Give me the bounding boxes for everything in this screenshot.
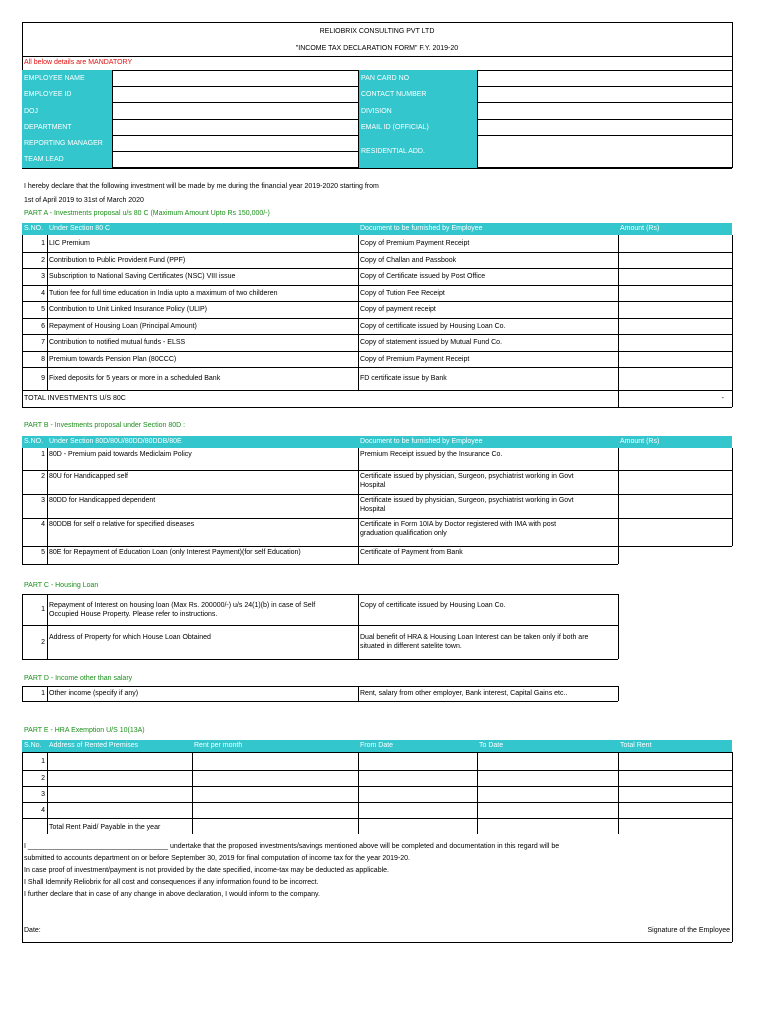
company-name: RELIOBRIX CONSULTING PVT LTD [319, 28, 435, 35]
grid-line [192, 752, 193, 834]
hra-input[interactable] [358, 802, 477, 818]
hra-input[interactable] [47, 752, 192, 770]
investment-item: Contribution to Unit Linked Insurance Policy (ULIP) [49, 306, 207, 313]
employee-field-input[interactable] [112, 87, 358, 103]
document-required: Hospital [360, 482, 386, 489]
investment-item: LIC Premium [49, 240, 90, 247]
investment-item: Repayment of Housing Loan (Principal Amount) [49, 322, 197, 330]
document-required: FD certificate issue by Bank [360, 375, 447, 382]
investment-item: Premium towards Pension Plan (80CCC) [49, 355, 177, 363]
employee-field-input[interactable] [112, 70, 358, 87]
amount-input[interactable] [618, 334, 732, 351]
grid-line [358, 752, 359, 834]
hra-input[interactable] [477, 786, 618, 802]
column-header: Address of Rented Premises [47, 740, 192, 752]
column-header: Amount (Rs) [618, 436, 732, 448]
document-required: Hospital [360, 506, 386, 513]
grid-line [732, 22, 733, 168]
grid-line [732, 235, 733, 407]
row-number: 4 [41, 806, 45, 814]
hra-input[interactable] [192, 786, 358, 802]
income-item: Other income (specify if any) [49, 690, 139, 697]
hra-input[interactable] [618, 786, 732, 802]
grid-line [22, 168, 732, 169]
grid-line [358, 448, 359, 564]
amount-input[interactable] [618, 285, 732, 301]
row-number: 3 [41, 497, 45, 504]
grid-line [618, 448, 619, 564]
grid-line [732, 448, 733, 546]
document-required: Copy of Premium Payment Receipt [360, 355, 470, 363]
column-header: Amount (Rs) [618, 223, 732, 235]
column-header: Rent per month [192, 740, 358, 752]
document-required: Rent, salary from other employer, Bank interest, Capital Gains etc.. [360, 690, 568, 697]
hra-input[interactable] [47, 786, 192, 802]
row-number: 3 [41, 273, 45, 280]
investment-item: Subscription to National Saving Certificates (NSC) VIII issue [49, 273, 236, 280]
employee-field-input[interactable] [112, 120, 358, 136]
grid-line [22, 407, 732, 408]
column-header: Total Rent [618, 740, 732, 752]
hra-input[interactable] [358, 752, 477, 770]
row-number: 2 [41, 473, 45, 480]
document-required: Certificate of Payment from Bank [360, 549, 463, 556]
investment-item: Tution fee for full time education in India upto a maximum of two childeren [49, 289, 278, 297]
grid-line [22, 752, 23, 834]
document-required: Copy of statement issued by Mutual Fund Co. [360, 339, 503, 346]
row-number: 5 [41, 306, 45, 313]
row-number: 6 [41, 322, 45, 330]
part-e-title: PART E - HRA Exemption U/S 10(13A) [24, 727, 145, 734]
total-rent-label: Total Rent Paid/ Payable in the year [49, 824, 161, 831]
employee-field-label: EMAIL ID (OFFICIAL) [359, 120, 477, 136]
date-label: Date: [24, 927, 41, 934]
column-header: Under Section 80D/80U/80DD/80DDB/80E [47, 436, 358, 448]
hra-input[interactable] [358, 770, 477, 786]
grid-line [22, 564, 618, 565]
row-number: 5 [41, 549, 45, 556]
grid-line [22, 686, 618, 687]
hra-input[interactable] [618, 752, 732, 770]
hra-input[interactable] [477, 752, 618, 770]
column-header: S.NO. [22, 223, 47, 235]
row-number: 1 [41, 606, 45, 613]
column-header: From Date [358, 740, 477, 752]
row-number: 2 [41, 774, 45, 782]
employee-field-label: RESIDENTIAL ADD. [359, 136, 477, 168]
amount-input[interactable] [618, 448, 732, 470]
amount-input[interactable] [618, 546, 732, 564]
document-required: Copy of payment receipt [360, 306, 436, 313]
total-80c-input[interactable] [618, 390, 732, 407]
employee-field-input[interactable] [477, 120, 732, 136]
employee-field-input[interactable] [112, 152, 358, 168]
grid-line [22, 594, 23, 659]
employee-field-label: TEAM LEAD [22, 152, 112, 168]
hra-input[interactable] [358, 786, 477, 802]
undertaking-line: I Shall Idemnify Reliobrix for all cost and consequences if any information found to be incorrect. [24, 879, 319, 886]
document-required: Certificate issued by physician, Surgeon, psychiatrist working in Govt [360, 473, 574, 480]
investment-item: 80U for Handicapped self [49, 473, 128, 480]
grid-line [22, 448, 23, 564]
total-80c-value: - [721, 395, 724, 402]
column-header: S.NO. [22, 436, 47, 448]
column-header: To Date [477, 740, 618, 752]
undertaking-line: I ____________________________________ undertake that the proposed investments/savings mentioned above will be completed and documentation in this regard will be [24, 843, 560, 850]
investment-item: Contribution to notified mutual funds - ELSS [49, 339, 186, 346]
column-header: Document to be furnished by Employee [358, 223, 618, 235]
grid-line [22, 834, 23, 942]
row-number: 4 [41, 521, 45, 528]
grid-line [47, 752, 48, 834]
grid-line [477, 752, 478, 834]
investment-item: Occupied House Property. Please refer to instructions. [49, 610, 218, 618]
grid-line [22, 659, 618, 660]
amount-input[interactable] [618, 318, 732, 334]
investment-item: Contribution to Public Provident Fund (PPF) [49, 256, 186, 264]
document-required: Certificate in Form 10IA by Doctor registered with IMA with post [360, 521, 557, 528]
hra-input[interactable] [618, 770, 732, 786]
hra-input[interactable] [192, 802, 358, 818]
column-header: S.No. [22, 740, 47, 752]
amount-input[interactable] [618, 301, 732, 318]
document-required: Copy of Certificate issued by Post Office [360, 273, 486, 280]
employee-field-label: PAN CARD NO [359, 70, 477, 87]
part-a-title: PART A - Investments proposal u/s 80 C (Maximum Amount Upto Rs 150,000/-) [24, 210, 270, 217]
document-required: Copy of Premium Payment Receipt [360, 240, 470, 247]
hra-input[interactable] [477, 770, 618, 786]
investment-item: 80DD for Handicapped dependent [49, 497, 156, 504]
grid-line [358, 235, 359, 390]
grid-line [22, 818, 732, 819]
hra-input[interactable] [192, 752, 358, 770]
hra-input[interactable] [47, 770, 192, 786]
document-required: Certificate issued by physician, Surgeon, psychiatrist working in Govt [360, 497, 574, 504]
part-b-title: PART B - Investments proposal under Section 80D : [24, 422, 186, 429]
grid-line [618, 235, 619, 407]
grid-line [47, 235, 48, 390]
grid-line [22, 942, 732, 943]
employee-field-label: DIVISION [359, 103, 477, 120]
part-d-title: PART D - Income other than salary [24, 675, 133, 682]
declaration-line: 1st of April 2019 to 31st of March 2020 [24, 197, 144, 204]
grid-line [22, 235, 23, 407]
employee-field-label: DOJ [22, 103, 112, 120]
grid-line [618, 752, 619, 834]
row-number: 1 [41, 240, 45, 247]
mandatory-note: All below details are MANDATORY [24, 59, 133, 66]
row-number: 8 [41, 355, 45, 363]
document-required: Dual benefit of HRA & Housing Loan Interest can be taken only if both are [360, 634, 589, 641]
grid-line [22, 701, 618, 702]
row-number: 7 [41, 339, 45, 346]
document-required: graduation qualification only [360, 530, 447, 537]
amount-input[interactable] [618, 494, 732, 518]
total-80c-label: TOTAL INVESTMENTS U/S 80C [24, 395, 126, 402]
form-title: "INCOME TAX DECLARATION FORM" F.Y. 2019-20 [295, 45, 459, 52]
grid-line [47, 594, 48, 659]
grid-line [22, 22, 732, 23]
grid-line [47, 448, 48, 564]
amount-input[interactable] [618, 268, 732, 285]
document-required: Copy of Tution Fee Receipt [360, 289, 445, 297]
investment-item: Fixed deposits for 5 years or more in a scheduled Bank [49, 375, 221, 382]
row-number: 1 [41, 690, 45, 697]
document-required: Copy of certificate issued by Housing Loan Co. [360, 322, 506, 330]
undertaking-line: I further declare that in case of any change in above declaration, I would inform to the company. [24, 891, 320, 898]
document-required: Premium Receipt issued by the Insurance Co. [360, 451, 503, 458]
employee-field-label: CONTACT NUMBER [359, 87, 477, 103]
grid-line [22, 686, 23, 701]
amount-input[interactable] [618, 470, 732, 494]
row-number: 2 [41, 638, 45, 646]
employee-field-label: EMPLOYEE ID [22, 87, 112, 103]
grid-line [618, 686, 619, 701]
employee-field-input[interactable] [477, 70, 732, 87]
document-required: situated in different satelite town. [360, 643, 462, 650]
investment-item: 80E for Repayment of Education Loan (only Interest Payment)(for self Education) [49, 549, 301, 556]
employee-field-input[interactable] [112, 103, 358, 120]
hra-input[interactable] [477, 802, 618, 818]
row-number: 1 [41, 451, 45, 458]
amount-input[interactable] [618, 518, 732, 546]
investment-item: 80DDB for self o relative for specified diseases [49, 521, 195, 528]
grid-line [477, 70, 478, 168]
grid-line [358, 594, 359, 659]
amount-input[interactable] [618, 252, 732, 268]
row-number: 1 [41, 757, 45, 765]
document-required: Copy of certificate issued by Housing Loan Co. [360, 601, 506, 609]
document-required: Copy of Challan and Passbook [360, 256, 457, 264]
grid-line [22, 625, 618, 626]
undertaking-line: In case proof of investment/payment is not provided by the date specified, income-tax may be deducted as applicable. [24, 867, 389, 874]
employee-field-label: DEPARTMENT [22, 120, 112, 136]
amount-input[interactable] [618, 235, 732, 252]
hra-input[interactable] [47, 802, 192, 818]
hra-input[interactable] [618, 802, 732, 818]
declaration-line: I hereby declare that the following investment will be made by me during the financial year 2019-2020 starting from [24, 183, 379, 190]
grid-line [22, 752, 732, 753]
employee-field-label: EMPLOYEE NAME [22, 70, 112, 87]
employee-field-label: REPORTING MANAGER [22, 136, 112, 152]
row-number: 9 [41, 375, 45, 382]
part-c-title: PART C - Housing Loan [24, 582, 99, 589]
signature-label: Signature of the Employee [647, 927, 730, 934]
employee-field-input[interactable] [477, 103, 732, 120]
grid-line [22, 56, 732, 57]
row-number: 2 [41, 256, 45, 264]
employee-field-input[interactable] [477, 87, 732, 103]
grid-line [618, 594, 619, 659]
grid-line [358, 686, 359, 701]
investment-item: Repayment of Interest on housing loan (Max Rs. 200000/-) u/s 24(1)(b) in case of Self [49, 601, 316, 609]
hra-input[interactable] [192, 770, 358, 786]
grid-line [358, 70, 359, 168]
amount-input[interactable] [618, 367, 732, 390]
employee-field-input[interactable] [477, 136, 732, 168]
investment-item: Address of Property for which House Loan Obtained [49, 634, 211, 641]
grid-line [732, 834, 733, 942]
employee-field-input[interactable] [112, 136, 358, 152]
grid-line [47, 686, 48, 701]
amount-input[interactable] [618, 351, 732, 367]
row-number: 4 [41, 289, 45, 297]
grid-line [112, 70, 113, 168]
grid-line [22, 594, 618, 595]
column-header: Under Section 80 C [47, 223, 358, 235]
investment-item: 80D - Premium paid towards Mediclaim Policy [49, 451, 192, 458]
grid-line [732, 752, 733, 834]
column-header: Document to be furnished by Employee [358, 436, 618, 448]
row-number: 3 [41, 790, 45, 798]
undertaking-line: submitted to accounts department on or before September 30, 2019 for final computation of income tax for the year 2019-20. [24, 855, 411, 862]
